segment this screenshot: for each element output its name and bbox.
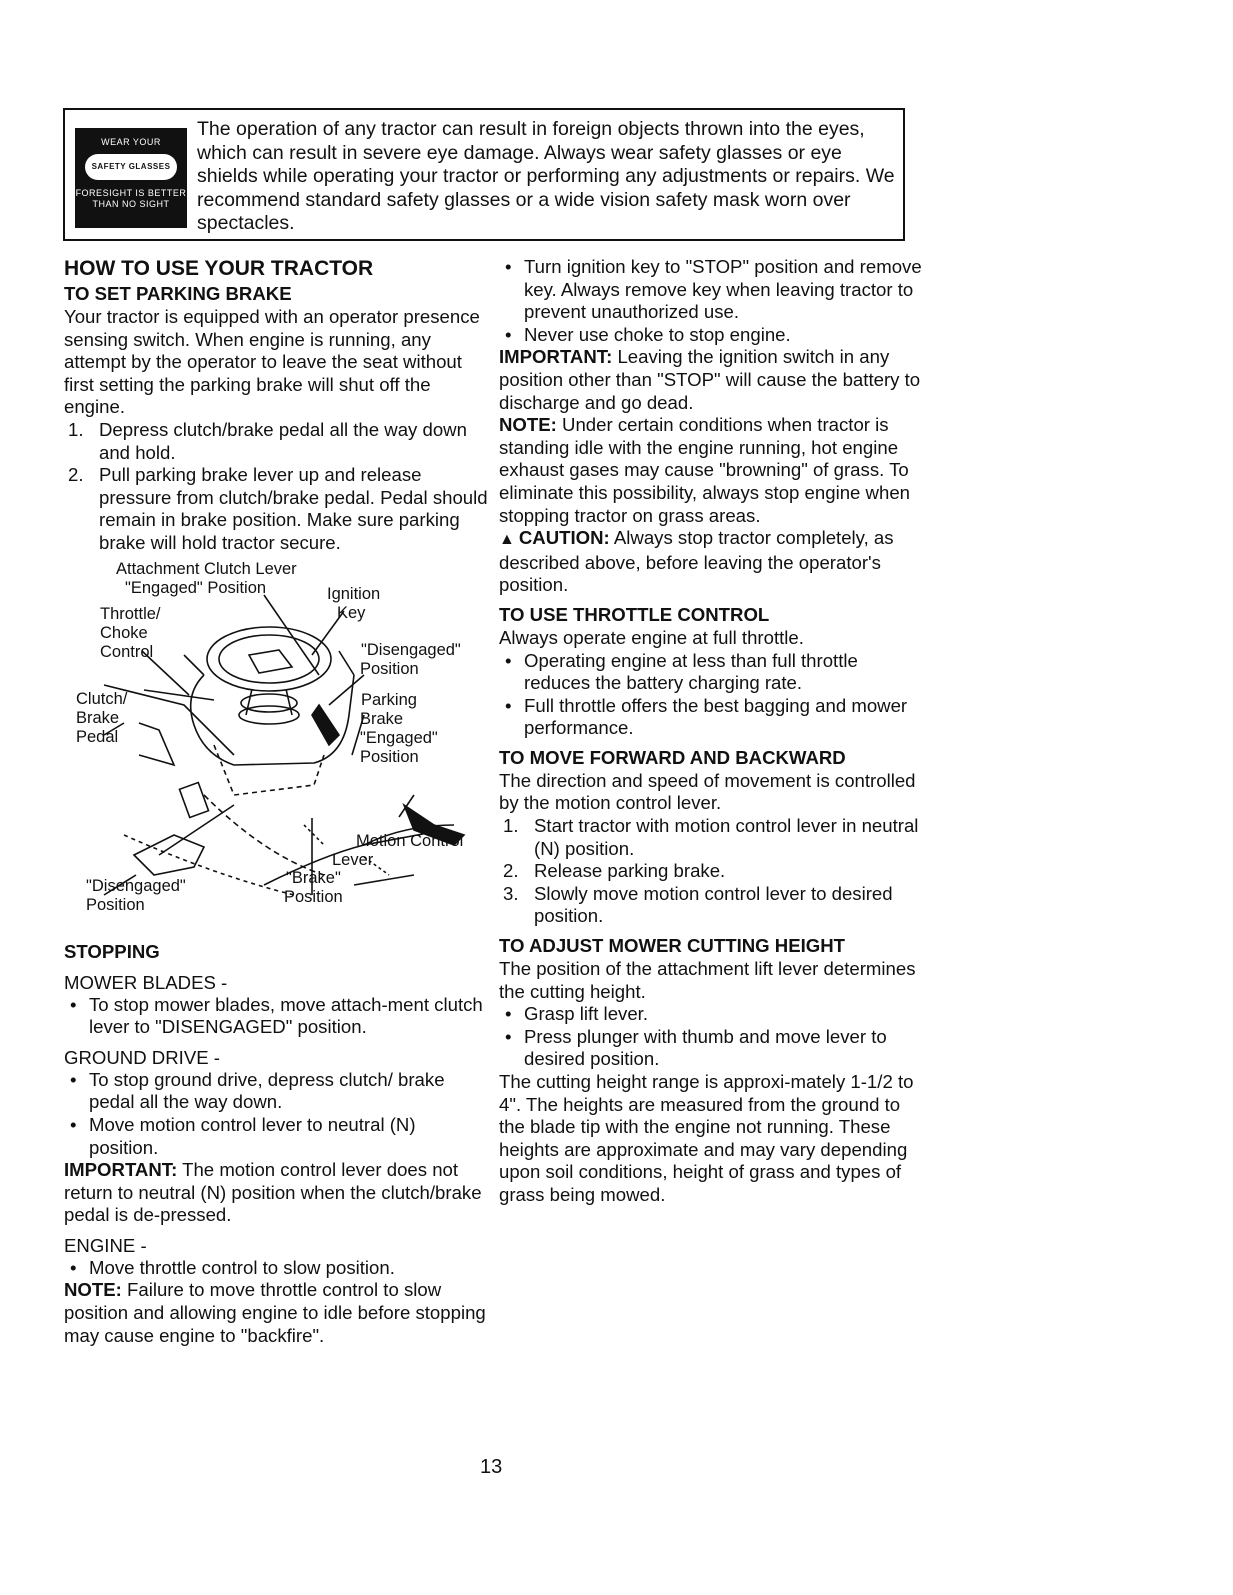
- cutting-height-text: The position of the attachment lift lever determines the cutting height.: [499, 958, 916, 1002]
- icon-top-text: WEAR YOUR: [101, 137, 161, 147]
- ignition-key-label: Key: [337, 603, 366, 622]
- mower-blades-heading: MOWER BLADES -: [64, 971, 228, 993]
- throttle-list: [499, 650, 924, 740]
- ignition-label: Ignition: [327, 584, 381, 603]
- attachment-engaged-label: "Engaged" Position: [125, 578, 267, 597]
- list-item: • Operating engine at less than full throttle reduces the battery charging rate.: [499, 650, 924, 695]
- page-number: 13: [480, 1456, 503, 1478]
- throttle-label: Throttle/: [100, 604, 161, 623]
- list-item: 1. Start tractor with motion control lever in neutral (N) position.: [503, 815, 919, 859]
- parking-position-label: Position: [360, 747, 419, 766]
- ground-drive-heading: GROUND DRIVE -: [64, 1046, 220, 1068]
- stopping-heading: STOPPING: [64, 940, 160, 962]
- browning-note: NOTE: Under certain conditions when tractor is standing idle with the engine running, hot engine exhaust gases may cause "browning" of grass. To eliminate this possibility, always stop engine when stopping tractor on grass areas.: [499, 414, 910, 526]
- throttle-text: Always operate engine at full throttle.: [499, 626, 804, 648]
- clutch-brake-label: Brake: [76, 708, 120, 727]
- safety-warning-box: [63, 108, 905, 241]
- parking-label: Parking: [361, 690, 417, 709]
- motion-lever-label: Lever: [332, 850, 374, 869]
- list-item: • Move throttle control to slow position.: [64, 1257, 489, 1280]
- caution-label: CAUTION:: [518, 527, 610, 549]
- throttle-heading: TO USE THROTTLE CONTROL: [499, 603, 770, 625]
- brake-position-label: Position: [284, 887, 343, 906]
- list-item: • Full throttle offers the best bagging and mower performance.: [499, 695, 924, 740]
- icon-badge-text: SAFETY GLASSES: [85, 154, 177, 180]
- engine-heading: ENGINE -: [64, 1234, 147, 1256]
- note-label: NOTE:: [64, 1279, 122, 1301]
- warning-text: The operation of any tractor can result in foreign objects thrown into the eyes, which can result in severe eye damage. Always wear safety glasses or eye shields while operating your tractor or performing any adjustments or repairs. We recommend standard safety glasses or a wide vision safety mask worn over spectacles.: [197, 118, 895, 234]
- move-heading: TO MOVE FORWARD AND BACKWARD: [499, 746, 846, 768]
- important-note: IMPORTANT: The motion control lever does not return to neutral (N) position when the clutch/brake pedal is de-pressed.: [64, 1159, 482, 1226]
- important-label: IMPORTANT:: [64, 1159, 178, 1181]
- stop-engine-list: [499, 256, 924, 346]
- clutch-pedal-label: Pedal: [76, 727, 119, 746]
- left-column: [64, 256, 489, 1347]
- list-item: • Move motion control lever to neutral (N) position.: [64, 1114, 489, 1159]
- list-item: • Turn ignition key to "STOP" position and remove key. Always remove key when leaving tractor to prevent unauthorized use.: [499, 256, 924, 324]
- move-text: The direction and speed of movement is controlled by the motion control lever.: [499, 769, 916, 814]
- parking-brake-steps: [64, 419, 489, 555]
- engine-note: NOTE: Failure to move throttle control to slow position and allowing engine to idle before stopping may cause engine to "backfire".: [64, 1279, 486, 1346]
- list-item: • To stop mower blades, move attach-ment clutch lever to "DISENGAGED" position.: [64, 994, 489, 1039]
- list-item: • To stop ground drive, depress clutch/ brake pedal all the way down.: [64, 1069, 489, 1114]
- list-item: 2. Release parking brake.: [503, 860, 726, 882]
- important-label: IMPORTANT:: [499, 346, 613, 368]
- parking-engaged-label: "Engaged": [360, 728, 438, 747]
- parking-brake-text: Your tractor is equipped with an operator presence sensing switch. When engine is running, any attempt by the operator to leave the seat without first setting the parking brake will shut off the engine.: [64, 306, 480, 418]
- tractor-controls-figure: [64, 555, 489, 940]
- page-title: HOW TO USE YOUR TRACTOR: [64, 257, 374, 280]
- attachment-clutch-label: Attachment Clutch Lever: [116, 559, 297, 578]
- disengaged-left-label: "Disengaged": [86, 876, 186, 895]
- mower-blades-list: [64, 994, 489, 1039]
- safety-glasses-icon: [75, 128, 187, 228]
- parking-brake-label: Brake: [360, 709, 404, 728]
- list-item: • Never use choke to stop engine.: [499, 324, 924, 347]
- disengaged-right-position-label: Position: [360, 659, 419, 678]
- cutting-height-range-text: The cutting height range is approxi-mately 1-1/2 to 4". The heights are measured from the ground to the blade tip with the engine not running. These heights are approximate and may vary depending upon soil conditions, height of grass and types of grass being mowed.: [499, 1071, 914, 1205]
- cutting-height-heading: TO ADJUST MOWER CUTTING HEIGHT: [499, 935, 846, 957]
- choke-label: Choke: [100, 623, 148, 642]
- move-steps: [499, 815, 924, 928]
- motion-control-label: Motion Control: [356, 831, 464, 850]
- brake-label: "Brake": [286, 868, 341, 887]
- disengaged-right-label: "Disengaged": [361, 640, 461, 659]
- ground-drive-list: [64, 1069, 489, 1159]
- parking-brake-heading: TO SET PARKING BRAKE: [64, 283, 292, 304]
- ignition-important: IMPORTANT: Leaving the ignition switch in any position other than "STOP" will cause the battery to discharge and go dead.: [499, 346, 921, 413]
- note-label: NOTE:: [499, 414, 557, 436]
- disengaged-left-position-label: Position: [86, 895, 145, 914]
- list-item: • Grasp lift lever.: [499, 1003, 924, 1026]
- list-item: • Press plunger with thumb and move lever to desired position.: [499, 1026, 924, 1071]
- cutting-height-list: [499, 1003, 924, 1071]
- list-item: 2. Pull parking brake lever up and release pressure from clutch/brake pedal. Pedal should remain in brake position. Make sure parking brake will hold tractor secure.: [68, 464, 488, 553]
- caution-triangle-icon: ▲: [499, 531, 515, 549]
- control-label: Control: [100, 642, 154, 661]
- list-item: 3. Slowly move motion control lever to desired position.: [503, 882, 893, 927]
- right-column: [499, 256, 924, 1207]
- engine-list: [64, 1257, 489, 1280]
- caution-note: ▲ CAUTION: Always stop tractor completely, as described above, before leaving the operator's position.: [499, 527, 894, 596]
- clutch-label: Clutch/: [76, 689, 128, 708]
- list-item: 1. Depress clutch/brake pedal all the way down and hold.: [68, 418, 467, 463]
- icon-bottom-text: FORESIGHT IS BETTER THAN NO SIGHT: [75, 188, 187, 209]
